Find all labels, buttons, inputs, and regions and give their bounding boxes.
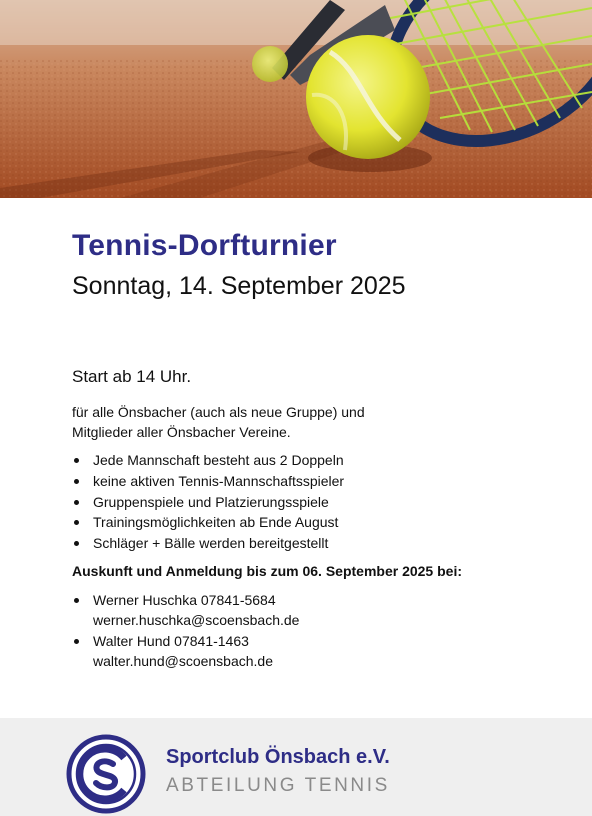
contact-email[interactable]: werner.huschka@scoensbach.de [93,612,300,628]
footer-bar [0,718,592,816]
hero-image [0,0,592,198]
event-date: Sonntag, 14. September 2025 [72,272,406,300]
club-logo [66,734,146,814]
contact-item [72,631,299,671]
contact-email[interactable]: walter.hund@scoensbach.de [93,653,273,669]
event-title: Tennis-Dorfturnier [72,229,337,262]
intro-line: Mitglieder aller Önsbacher Vereine. [72,424,291,440]
contact-name-phone: Werner Huschka 07841-5684 [93,592,276,608]
intro-text [72,402,365,442]
intro-line: für alle Önsbacher (auch als neue Gruppe) und [72,404,365,420]
contact-list [72,590,299,672]
feature-list [72,450,344,554]
contact-item [72,590,299,630]
tennis-photo-illustration [0,0,592,198]
feature-item: Trainingsmöglichkeiten ab Ende August [72,512,344,533]
feature-item: Schläger + Bälle werden bereitgestellt [72,533,344,554]
department-name: ABTEILUNG TENNIS [166,775,390,796]
contact-name-phone: Walter Hund 07841-1463 [93,633,249,649]
feature-item: keine aktiven Tennis-Mannschaftsspieler [72,471,344,492]
event-start-time: Start ab 14 Uhr. [72,367,192,386]
club-name: Sportclub Önsbach e.V. [166,746,390,768]
feature-item: Jede Mannschaft besteht aus 2 Doppeln [72,450,344,471]
feature-item: Gruppenspiele und Platzierungsspiele [72,492,344,513]
registration-heading: Auskunft und Anmeldung bis zum 06. September 2025 bei: [72,563,462,579]
